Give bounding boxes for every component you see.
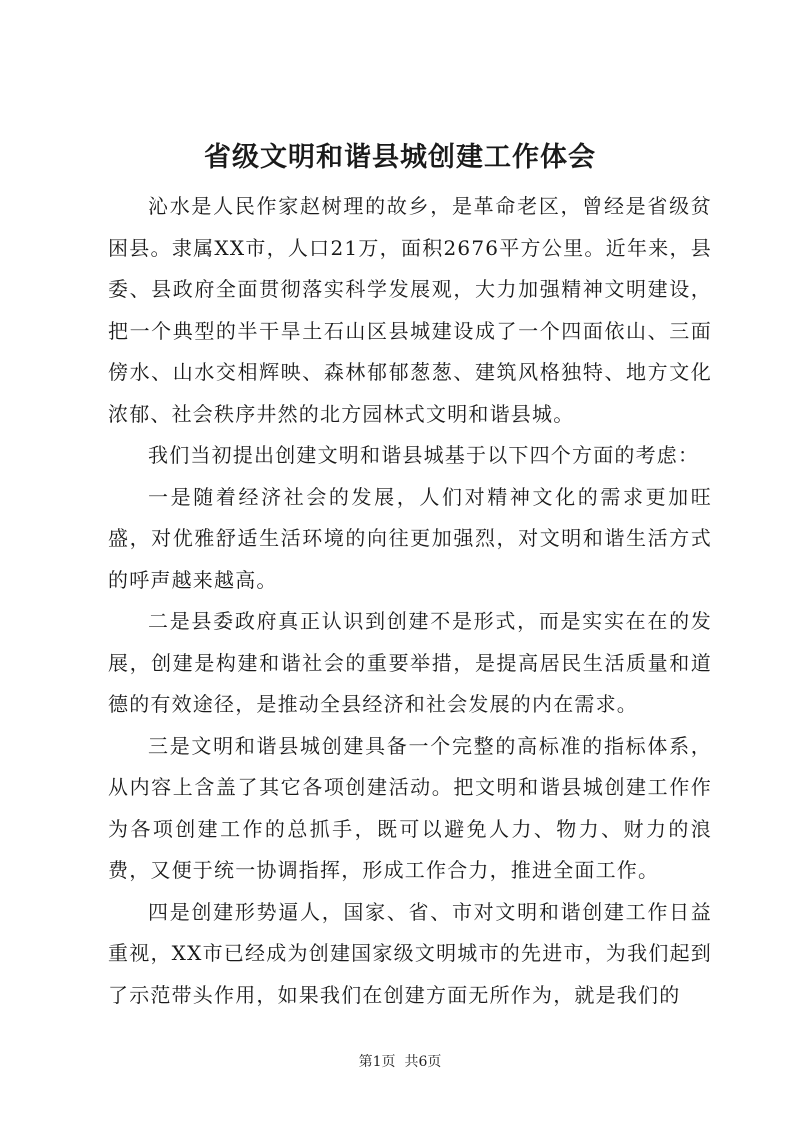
paragraph-point-three: 三是文明和谐县城创建具备一个完整的高标准的指标体系，从内容上含盖了其它各项创建活动。把文明和谐县城创建工作作为各项创建工作的总抓手，既可以避免人力、物力、财力的浪费，又便于统一协调指挥，形成工作合力，推进全面工作。: [108, 733, 712, 882]
paragraph-point-four: 四是创建形势逼人，国家、省、市对文明和谐创建工作日益重视，XX市已经成为创建国家级文明城市的先进市，为我们起到了示范带头作用，如果我们在创建方面无所作为，就是我们的: [108, 899, 712, 1007]
paragraph-considerations: 我们当初提出创建文明和谐县城基于以下四个方面的考虑：: [148, 443, 700, 467]
paragraph-intro: 沁水是人民作家赵树理的故乡，是革命老区，曾经是省级贫困县。隶属XX市，人口21万，面积2676平方公里。近年来，县委、县政府全面贯彻落实科学发展观，大力加强精神文明建设，把一个典型的半干旱土石山区县城建设成了一个四面依山、三面傍水、山水交相辉映、森林郁郁葱葱、建筑风格独特、地方文化浓郁、社会秩序井然的北方园林式文明和谐县城。: [108, 194, 712, 426]
paragraph-point-one: 一是随着经济社会的发展，人们对精神文化的需求更加旺盛，对优雅舒适生活环境的向往更加强烈，对文明和谐生活方式的呼声越来越高。: [108, 484, 712, 592]
document-body: [108, 186, 712, 1016]
page-number: 第1页 共6页: [358, 1054, 442, 1070]
paragraph-point-two: 二是县委政府真正认识到创建不是形式，而是实实在在的发展，创建是构建和谐社会的重要举措，是提高居民生活质量和道德的有效途径，是推动全县经济和社会发展的内在需求。: [108, 609, 712, 716]
document-title: 省级文明和谐县城创建工作体会: [204, 142, 596, 173]
page-footer: [0, 1052, 800, 1072]
